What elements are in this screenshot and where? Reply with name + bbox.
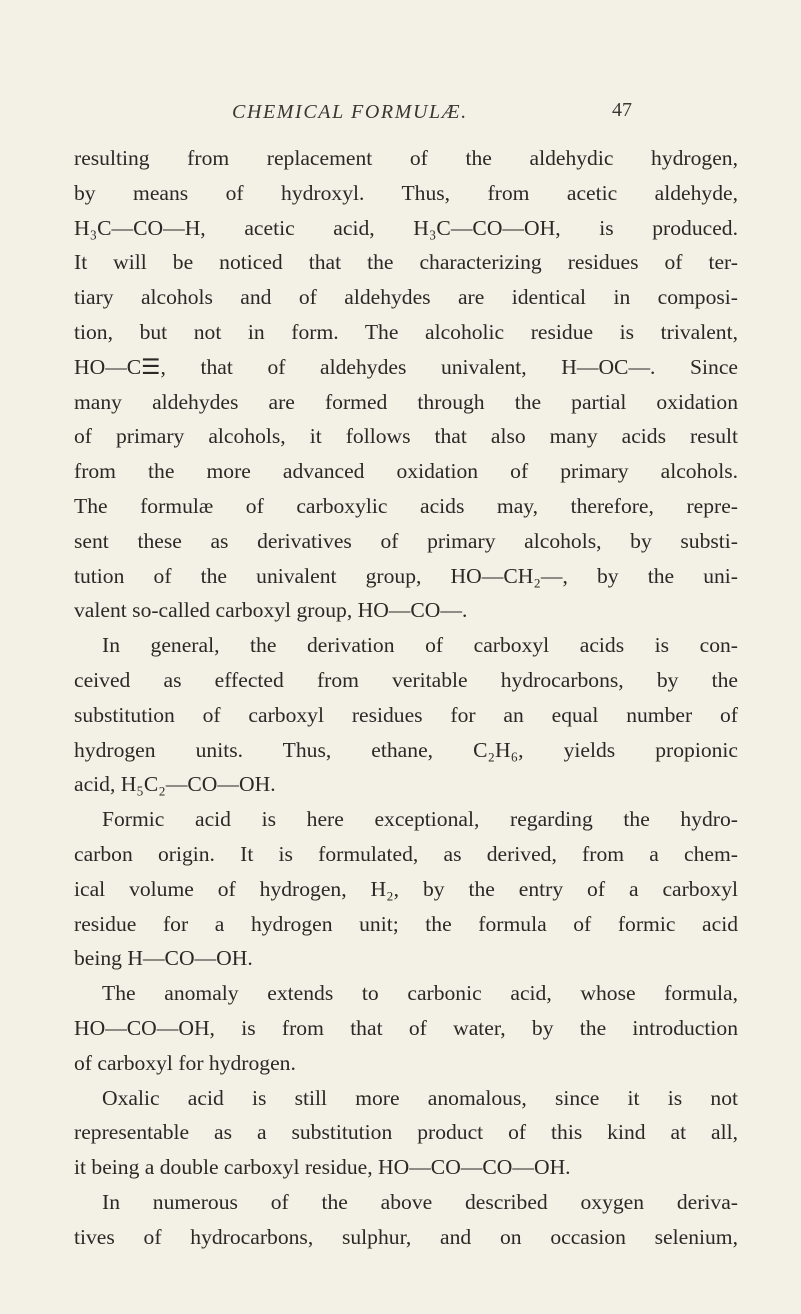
running-title: CHEMICAL FORMULÆ.	[232, 101, 468, 123]
text-line: resulting from replacement of the aldehydic hydrogen,	[74, 146, 738, 170]
text-line: tiary alcohols and of aldehydes are identical in composi-	[74, 285, 738, 310]
text-line: acid, H₅C₂—CO—OH.	[74, 772, 276, 797]
text-line: tives of hydrocarbons, sulphur, and on occasion selenium,	[74, 1224, 738, 1249]
text-line: valent so-called carboxyl group, HO—CO—.	[74, 598, 468, 623]
text-line: It will be noticed that the characterizing residues of ter-	[74, 250, 738, 275]
paragraph-start: In numerous of the above described oxygen deriva-	[102, 1189, 738, 1214]
text-line: substitution of carboxyl residues for an equal number of	[74, 702, 738, 727]
text-line: being H—CO—OH.	[74, 946, 253, 971]
text-line: hydrogen units. Thus, ethane, C₂H₆, yields propionic	[74, 737, 738, 762]
body-text	[74, 141, 738, 1255]
text-line: many aldehydes are formed through the partial oxidation	[74, 389, 738, 414]
text-line: tution of the univalent group, HO—CH₂—, by the uni-	[74, 563, 738, 588]
paragraph-start: In general, the derivation of carboxyl acids is con-	[102, 633, 738, 658]
text-line: carbon origin. It is formulated, as derived, from a chem-	[74, 841, 738, 866]
text-line: sent these as derivatives of primary alcohols, by substi-	[74, 528, 738, 553]
text-line: ical volume of hydrogen, H₂, by the entry of a carboxyl	[74, 876, 738, 901]
paragraph-start: Oxalic acid is still more anomalous, since it is not	[102, 1085, 738, 1110]
text-line: residue for a hydrogen unit; the formula of formic acid	[74, 911, 738, 936]
text-line: HO—C☰, that of aldehydes univalent, H—OC—. Since	[74, 354, 738, 379]
text-line: from the more advanced oxidation of primary alcohols.	[74, 459, 738, 484]
page-number: 47	[612, 99, 632, 121]
text-line: HO—CO—OH, is from that of water, by the introduction	[74, 1015, 738, 1040]
paragraph-start: Formic acid is here exceptional, regarding the hydro-	[102, 807, 738, 832]
text-line: by means of hydroxyl. Thus, from acetic aldehyde,	[74, 180, 738, 205]
text-line: The formulæ of carboxylic acids may, therefore, repre-	[74, 493, 738, 518]
text-line: it being a double carboxyl residue, HO—CO—CO—OH.	[74, 1155, 571, 1180]
text-line: ceived as effected from veritable hydrocarbons, by the	[74, 667, 738, 692]
paragraph-start: The anomaly extends to carbonic acid, whose formula,	[102, 981, 738, 1006]
text-line: representable as a substitution product of this kind at all,	[74, 1120, 738, 1145]
page-header	[0, 101, 801, 135]
text-line: of primary alcohols, it follows that also many acids result	[74, 424, 738, 449]
text-line: of carboxyl for hydrogen.	[74, 1050, 296, 1075]
text-line: H₃C—CO—H, acetic acid, H₃C—CO—OH, is produced.	[74, 215, 738, 240]
text-line: tion, but not in form. The alcoholic residue is trivalent,	[74, 319, 738, 344]
